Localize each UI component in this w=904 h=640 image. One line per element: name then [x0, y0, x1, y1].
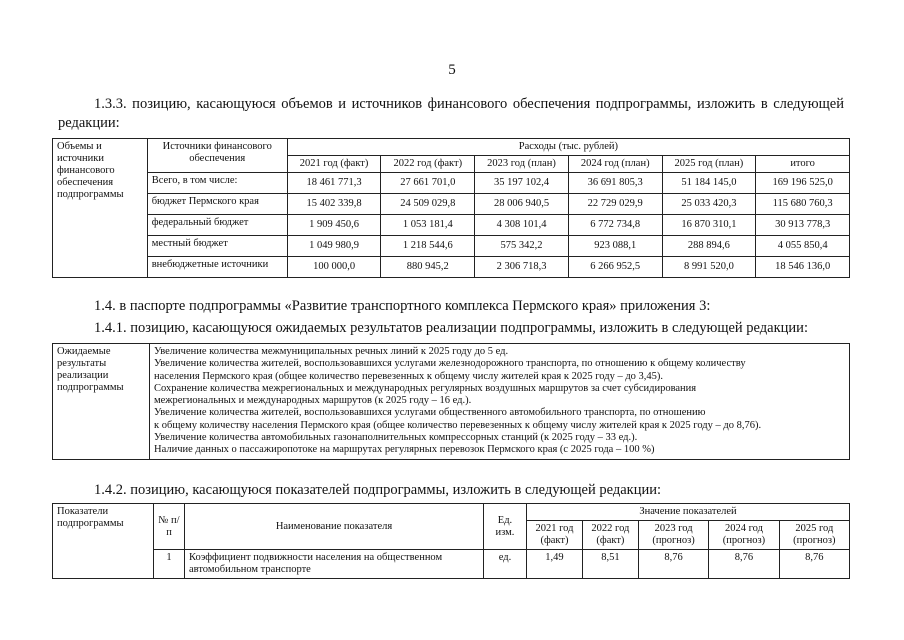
value-cell: 4 308 101,4: [475, 215, 569, 236]
year-header: 2021 год (факт): [287, 156, 381, 173]
page-number: 5: [448, 62, 456, 78]
section-1-4-2-text: 1.4.2. позицию, касающуюся показателей подпрограммы, изложить в следующей редакции:: [94, 482, 662, 498]
values-header: Значение показателей: [527, 504, 850, 521]
source-name: федеральный бюджет: [147, 215, 287, 236]
value-cell: 30 913 778,3: [756, 215, 850, 236]
value-cell: 8,51: [582, 550, 638, 579]
indicators-table: [52, 503, 850, 579]
result-line: Увеличение количества автомобильных газонаполнительных компрессорных станций (к 2025 году – 33 ед.).: [154, 432, 638, 444]
value-cell: 923 088,1: [568, 236, 662, 257]
source-name: внебюджетные источники: [147, 257, 287, 278]
results-table-label: Ожидаемые результаты реализации подпрограммы: [53, 344, 150, 460]
total-header: итого: [756, 156, 850, 173]
row-number: 1: [154, 550, 185, 579]
value-cell: 115 680 760,3: [756, 194, 850, 215]
table-row: [53, 550, 850, 579]
table-row: [53, 257, 850, 278]
source-name: Всего, в том числе:: [147, 173, 287, 194]
result-line: Увеличение количества жителей, воспользовавшихся услугами общественного автомобильного транспорта, по отношению: [154, 407, 706, 419]
value-cell: 169 196 525,0: [756, 173, 850, 194]
value-cell: 1 049 980,9: [287, 236, 381, 257]
value-cell: 6 266 952,5: [568, 257, 662, 278]
value-cell: 1 053 181,4: [381, 215, 475, 236]
results-text: [150, 344, 850, 460]
value-cell: 36 691 805,3: [568, 173, 662, 194]
year-header: 2025 год (план): [662, 156, 756, 173]
value-cell: 51 184 145,0: [662, 173, 756, 194]
section-1-4-text: 1.4. в паспорте подпрограммы «Развитие транспортного комплекса Пермского края» приложения 3:: [94, 298, 711, 314]
result-line: к общему количеству населения Пермского края (общее количество перевезенных к общему числу жителей края к 2025 году – до 8,76).: [154, 419, 762, 431]
result-line: Увеличение количества межмуниципальных речных линий к 2025 году до 5 ед.: [154, 346, 509, 357]
value-cell: 1 218 544,6: [381, 236, 475, 257]
value-cell: 1,49: [527, 550, 583, 579]
value-cell: 575 342,2: [475, 236, 569, 257]
value-cell: 1 909 450,6: [287, 215, 381, 236]
results-table: [52, 343, 850, 460]
value-cell: 8,76: [779, 550, 849, 579]
value-cell: 880 945,2: [381, 257, 475, 278]
value-cell: 6 772 734,8: [568, 215, 662, 236]
table-row: [53, 236, 850, 257]
name-header: Наименование показателя: [185, 504, 484, 550]
value-cell: 4 055 850,4: [756, 236, 850, 257]
result-line: Сохранение количества межрегиональных и международных регулярных воздушных маршрутов за счет субсидирования: [154, 382, 697, 394]
value-cell: 35 197 102,4: [475, 173, 569, 194]
year-header: 2024 год (прогноз): [709, 521, 779, 550]
value-cell: 25 033 420,3: [662, 194, 756, 215]
result-line: межрегиональных и международных маршрутов (к 2025 году – 16 ед.).: [154, 395, 472, 407]
value-cell: 288 894,6: [662, 236, 756, 257]
year-header: 2024 год (план): [568, 156, 662, 173]
value-cell: 22 729 029,9: [568, 194, 662, 215]
value-cell: 8 991 520,0: [662, 257, 756, 278]
value-cell: 27 661 701,0: [381, 173, 475, 194]
value-cell: 8,76: [638, 550, 708, 579]
table-row: [53, 194, 850, 215]
source-name: местный бюджет: [147, 236, 287, 257]
value-cell: 2 306 718,3: [475, 257, 569, 278]
result-line: Увеличение количества жителей, воспользовавшихся услугами железнодорожного транспорта, по отношению к общему количеству: [154, 358, 746, 370]
section-1-4-1-text: 1.4.1. позицию, касающуюся ожидаемых результатов реализации подпрограммы, изложить в следующей редакции:: [94, 320, 808, 336]
year-header: 2023 год (план): [475, 156, 569, 173]
value-cell: 8,76: [709, 550, 779, 579]
year-header: 2022 год (факт): [381, 156, 475, 173]
number-header: № п/п: [154, 504, 185, 550]
year-header: 2021 год (факт): [527, 521, 583, 550]
value-cell: 15 402 339,8: [287, 194, 381, 215]
indicators-table-label: Показатели подпрограммы: [53, 504, 154, 579]
result-line: Наличие данных о пассажиропотоке на маршрутах регулярных перевозок Пермского края (с 2025 года – 100 %): [154, 444, 655, 456]
value-cell: 24 509 029,8: [381, 194, 475, 215]
value-cell: 100 000,0: [287, 257, 381, 278]
value-cell: 18 546 136,0: [756, 257, 850, 278]
indicator-unit: ед.: [484, 550, 527, 579]
finance-table-label: Объемы и источники финансового обеспечения подпрограммы: [53, 139, 148, 278]
expenses-header: Расходы (тыс. рублей): [287, 139, 849, 156]
finance-table: [52, 138, 850, 278]
source-name: бюджет Пермского края: [147, 194, 287, 215]
table-row: [53, 215, 850, 236]
value-cell: 18 461 771,3: [287, 173, 381, 194]
value-cell: 28 006 940,5: [475, 194, 569, 215]
value-cell: 16 870 310,1: [662, 215, 756, 236]
year-header: 2022 год (факт): [582, 521, 638, 550]
year-header: 2023 год (прогноз): [638, 521, 708, 550]
indicator-name: Коэффициент подвижности населения на общественном автомобильном транспорте: [185, 550, 484, 579]
table-row: [53, 173, 850, 194]
unit-header: Ед. изм.: [484, 504, 527, 550]
result-line: населения Пермского края (общее количество перевезенных к общему числу жителей края к 2025 году – до 3,45).: [154, 370, 664, 382]
year-header: 2025 год (прогноз): [779, 521, 849, 550]
section-1-3-3-text: 1.3.3. позицию, касающуюся объемов и источников финансового обеспечения подпрограммы, изложить в следующей редакции:: [58, 96, 844, 131]
sources-header: Источники финансового обеспечения: [147, 139, 287, 173]
